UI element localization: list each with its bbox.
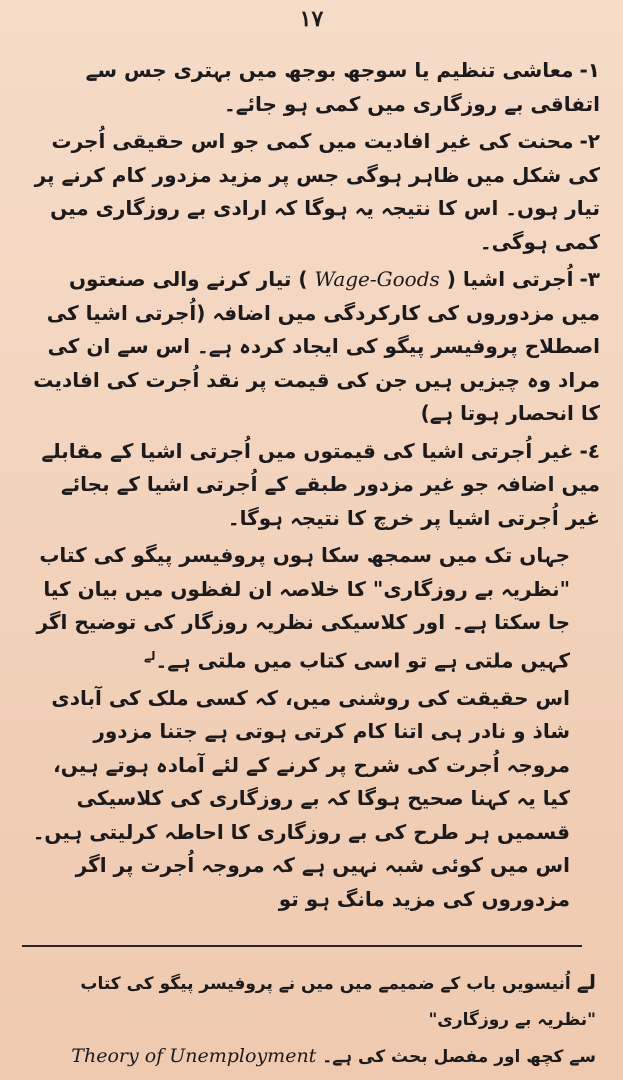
paragraph-text: اس حقیقت کی روشنی میں، کہ کسی ملک کی آبادی شاذ و نادر ہی اتنا کام کرتی ہوتی ہے جتنا مزدور مروجہ اُجرت کی شرح پر کرنے کے لئے آمادہ ہوتے ہیں، کیا یہ کہنا صحیح ہوگا کہ بے روزگاری کی کلاسیکی قسمیں ہر طرح کی بے روزگاری کا احاطہ کرلیتی ہیں۔ اس میں کوئی شبہ نہیں ہے کہ مروجہ اُجرت پر اگر مزدوروں کی مزید مانگ ہو تو [32, 685, 570, 911]
footnote-line [26, 1038, 596, 1075]
list-item-number: ٢- [579, 129, 600, 153]
footnote-divider [22, 945, 582, 947]
list-item-3 [26, 263, 600, 431]
footnote-line [26, 964, 596, 1038]
book-title-english: Theory of Unemployment [71, 1045, 317, 1067]
list-item-text: اُجرتی اشیا ( [446, 267, 574, 291]
footnote-text: اُنیسویں باب کے ضمیمے میں میں نے پروفیسر پیگو کی کتاب "نظریہ بے روزگاری" [80, 974, 596, 1030]
list-item-4 [26, 435, 600, 536]
footnote-mark: لے [576, 970, 596, 994]
page-number: ١٧ [299, 6, 324, 32]
list-item-text: غیر اُجرتی اشیا کی قیمتوں میں اُجرتی اشیا کے مقابلے میں اضافہ جو غیر مزدور طبقے کے اُجرتی اشیا کے بجائے غیر اُجرتی اشیا پر خرچ کا نتیجہ ہوگا۔ [41, 438, 600, 530]
footnote-reference: لے [144, 648, 156, 663]
list-item-number: ١- [579, 58, 600, 82]
list-item-text: معاشی تنظیم یا سوجھ بوجھ میں بہتری جس سے اتفاقی بے روزگاری میں کمی ہو جائے۔ [85, 58, 600, 116]
list-item-number: ٣- [579, 267, 600, 291]
list-item-text-continued: ) تیار کرنے والی صنعتوں میں مزدوروں کی کارکردگی میں اضافہ (اُجرتی اشیا کی اصطلاح پروفیسر پیگو کی ایجاد کردہ ہے۔ اس سے ان کی مراد وہ چیزیں ہیں جن کی قیمت پر نقد اُجرت کی افادیت کا انحصار ہوتا ہے) [33, 267, 600, 425]
main-text [26, 54, 600, 934]
paragraph-text: جہاں تک میں سمجھ سکا ہوں پروفیسر پیگو کی کتاب "نظریہ بے روزگاری" کا خلاصہ ان لفظوں میں بیان کیا جا سکتا ہے۔ اور کلاسیکی نظریہ روزگار کی توضیح اگر کہیں ملتی ہے تو اسی کتاب میں ملتی ہے۔ [36, 543, 570, 673]
wage-goods-term: Wage-Goods [314, 267, 440, 291]
list-item-2 [26, 125, 600, 259]
paragraph-reality [26, 682, 600, 917]
list-item-number: ٤- [579, 438, 600, 463]
paragraph-summary [26, 539, 600, 678]
footnote-text-continued: سے کچھ اور مفصل بحث کی ہے۔ [322, 1047, 596, 1067]
list-item-text: محنت کی غیر افادیت میں کمی جو اس حقیقی اُجرت کی شکل میں ظاہر ہوگی جس پر مزید مزدور کام کرنے پر تیار ہوں۔ اس کا نتیجہ یہ ہوگا کہ ارادی بے روزگاری میں کمی ہوگی۔ [34, 129, 600, 254]
list-item-1 [26, 54, 600, 121]
footnote [26, 964, 596, 1075]
